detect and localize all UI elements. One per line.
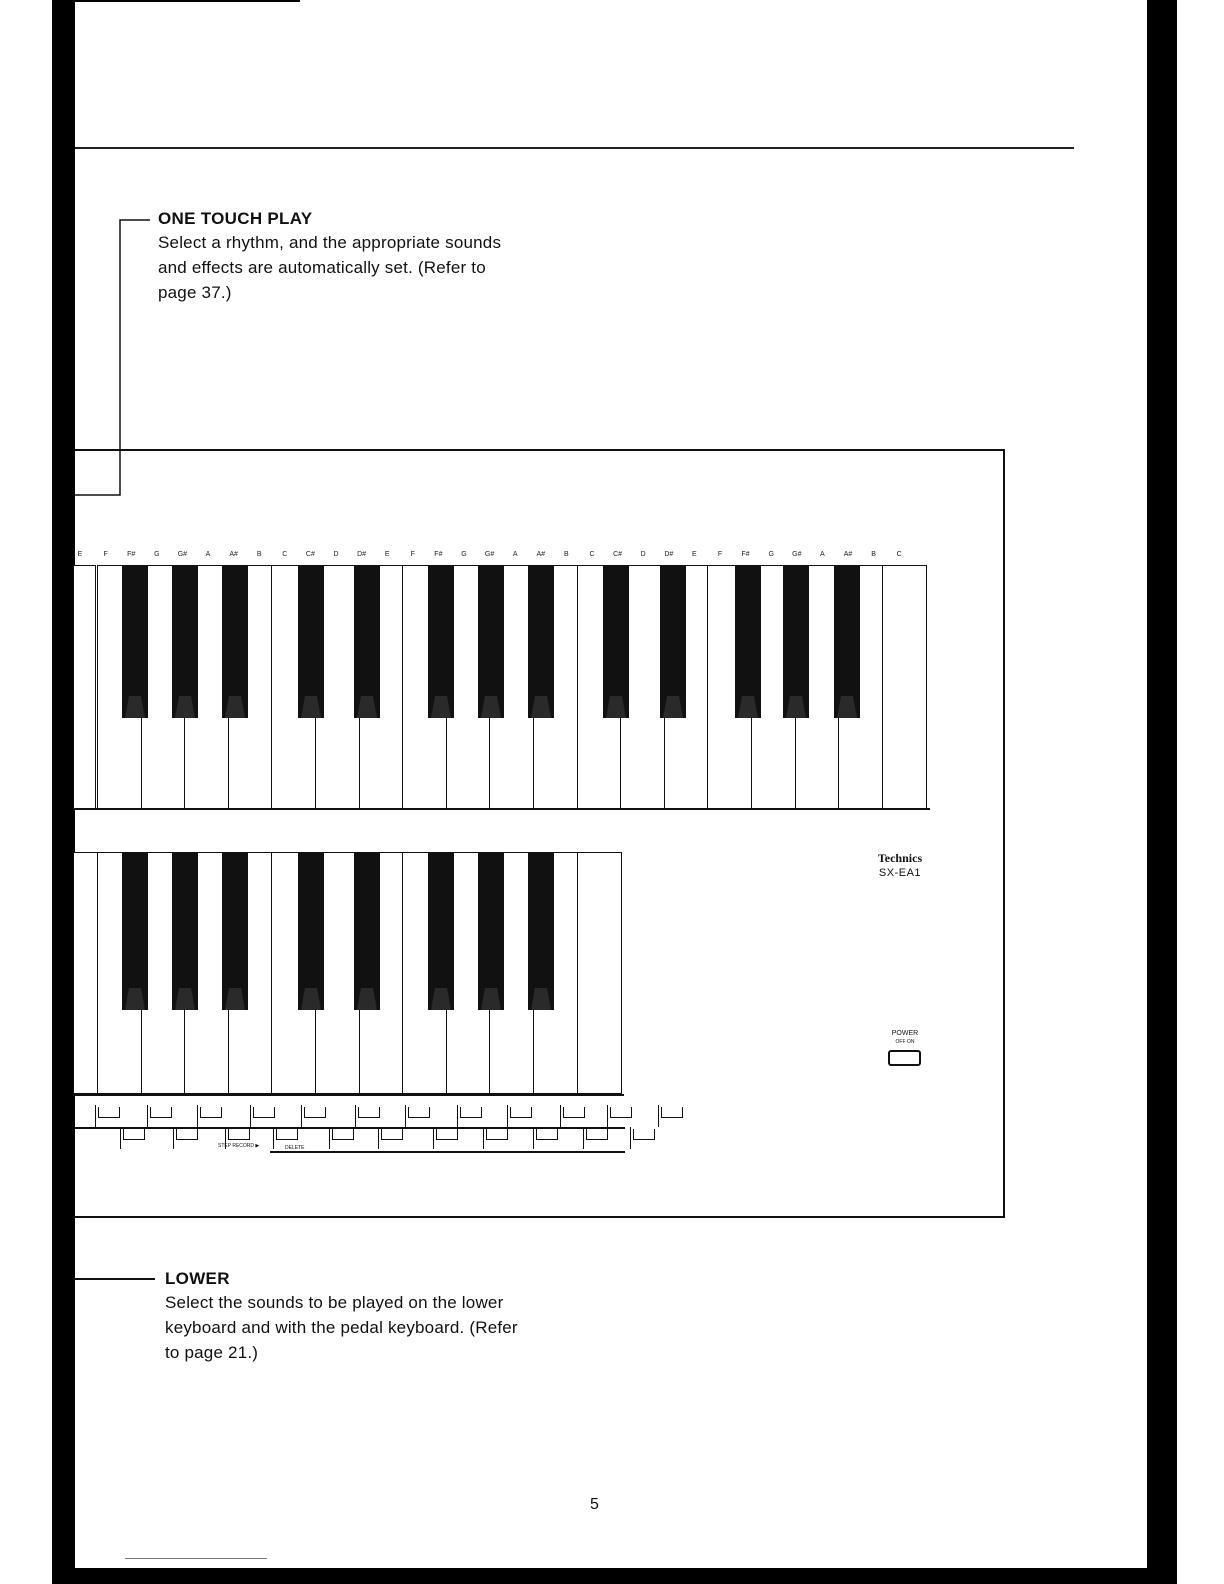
button-indicator-icon: [123, 1129, 145, 1140]
black-key[interactable]: [603, 565, 629, 718]
button-indicator-icon: [200, 1107, 222, 1118]
black-key[interactable]: [528, 565, 554, 718]
button-indicator-icon: [304, 1107, 326, 1118]
white-key[interactable]: [882, 565, 927, 809]
lower-keyboard: [75, 852, 624, 1094]
sound-select-button[interactable]: [355, 1105, 370, 1127]
lower-line-1: Select the sounds to be played on the lower: [165, 1293, 504, 1312]
black-key[interactable]: [122, 565, 148, 718]
sound-select-button[interactable]: [197, 1105, 212, 1127]
sound-select-button[interactable]: [95, 1105, 110, 1127]
lower-line-2: keyboard and with the pedal keyboard. (Refer: [165, 1318, 518, 1337]
note-label: B: [256, 551, 262, 558]
sound-select-button[interactable]: [405, 1105, 420, 1127]
note-label: D: [640, 551, 646, 558]
note-label: B: [564, 551, 569, 558]
note-label: F: [717, 551, 723, 558]
one-touch-play-callout: [158, 209, 501, 305]
step-record-label: STEP RECORD ▶: [218, 1143, 260, 1149]
note-label: F: [103, 551, 108, 558]
note-label: G#: [177, 551, 188, 558]
black-key[interactable]: [478, 852, 504, 1010]
sound-select-button[interactable]: [507, 1105, 522, 1127]
brand-name: Technics: [877, 851, 923, 865]
one-touch-play-title: ONE TOUCH PLAY: [158, 209, 313, 228]
button-indicator-icon: [633, 1129, 655, 1140]
sound-select-button[interactable]: [607, 1105, 622, 1127]
lower-line-3: to page 21.): [165, 1343, 259, 1362]
black-key[interactable]: [783, 565, 809, 718]
lower-keyboard-base: [75, 1094, 624, 1096]
sound-select-button[interactable]: [147, 1105, 162, 1127]
sound-select-button[interactable]: [433, 1127, 448, 1149]
button-indicator-icon: [381, 1129, 403, 1140]
button-indicator-icon: [436, 1129, 458, 1140]
button-indicator-icon: [536, 1129, 558, 1140]
right-border-bar: [1147, 0, 1177, 1584]
note-label: F#: [434, 551, 443, 558]
power-label: POWER: [891, 1030, 919, 1037]
sound-select-button[interactable]: [250, 1105, 265, 1127]
button-indicator-icon: [510, 1107, 532, 1118]
note-label: E: [692, 551, 697, 558]
sound-select-button[interactable]: [560, 1105, 575, 1127]
white-key[interactable]: [577, 852, 622, 1094]
sound-select-button[interactable]: [173, 1127, 188, 1149]
sound-select-button[interactable]: [658, 1105, 673, 1127]
sound-select-button[interactable]: [120, 1127, 135, 1149]
sound-select-button[interactable]: [533, 1127, 548, 1149]
note-label: F: [410, 551, 415, 558]
one-touch-play-line-3: page 37.): [158, 283, 232, 302]
white-key[interactable]: [73, 852, 98, 1094]
note-label: E: [384, 551, 390, 558]
page-number: 5: [590, 1496, 599, 1513]
one-touch-play-line-2: and effects are automatically set. (Refer to: [158, 258, 486, 277]
note-label: A#: [843, 551, 853, 558]
note-label: C: [589, 551, 595, 558]
note-label: A: [205, 551, 211, 558]
note-label: G#: [792, 551, 802, 558]
note-label: D: [333, 551, 339, 558]
black-key[interactable]: [834, 565, 860, 718]
black-key[interactable]: [298, 565, 324, 718]
power-button[interactable]: [888, 1050, 921, 1066]
note-label: D#: [664, 551, 674, 558]
sound-select-button[interactable]: [583, 1127, 598, 1149]
button-indicator-icon: [150, 1107, 172, 1118]
top-edge-line: [75, 0, 300, 2]
black-key[interactable]: [222, 565, 248, 718]
lower-leader-line: [75, 1278, 155, 1280]
lower-title: LOWER: [165, 1269, 230, 1288]
upper-keyboard-base: [75, 808, 930, 810]
lower-callout: [165, 1269, 518, 1365]
black-key[interactable]: [735, 565, 761, 718]
button-indicator-icon: [228, 1129, 250, 1140]
black-key[interactable]: [172, 852, 198, 1010]
button-indicator-icon: [253, 1107, 275, 1118]
model-name: SX-EA1: [878, 867, 922, 879]
note-label: B: [871, 551, 876, 558]
button-indicator-icon: [610, 1107, 632, 1118]
note-label: A#: [536, 551, 546, 558]
sound-select-button[interactable]: [301, 1105, 316, 1127]
note-label: C#: [305, 551, 315, 558]
sound-select-button[interactable]: [329, 1127, 344, 1149]
button-indicator-icon: [176, 1129, 198, 1140]
button-indicator-icon: [563, 1107, 585, 1118]
note-label: C: [282, 551, 288, 558]
black-key[interactable]: [428, 852, 454, 1010]
button-indicator-icon: [408, 1107, 430, 1118]
black-key[interactable]: [660, 565, 686, 718]
button-indicator-icon: [332, 1129, 354, 1140]
white-key[interactable]: [73, 565, 96, 809]
black-key[interactable]: [172, 565, 198, 718]
black-key[interactable]: [528, 852, 554, 1010]
sound-select-button[interactable]: [483, 1127, 498, 1149]
black-key[interactable]: [298, 852, 324, 1010]
button-indicator-icon: [276, 1129, 298, 1140]
note-label: G#: [484, 551, 495, 558]
note-label: F#: [741, 551, 750, 558]
black-key[interactable]: [478, 565, 504, 718]
note-label: C: [896, 551, 902, 558]
button-indicator-icon: [98, 1107, 120, 1118]
upper-keyboard: [75, 565, 928, 809]
note-label: G: [154, 551, 160, 558]
black-key[interactable]: [222, 852, 248, 1010]
black-key[interactable]: [354, 565, 380, 718]
note-label: C#: [613, 551, 623, 558]
note-label: E: [77, 551, 83, 558]
delete-label: DELETE: [285, 1145, 305, 1151]
button-indicator-icon: [486, 1129, 508, 1140]
note-label: A: [512, 551, 518, 558]
button-indicator-icon: [460, 1107, 482, 1118]
black-key[interactable]: [428, 565, 454, 718]
button-indicator-icon: [358, 1107, 380, 1118]
black-key[interactable]: [354, 852, 380, 1010]
power-states-label: OFF ON: [895, 1039, 915, 1045]
button-indicator-icon: [586, 1129, 608, 1140]
sound-select-button[interactable]: [630, 1127, 645, 1149]
note-label: F#: [127, 551, 136, 558]
sound-select-button[interactable]: [457, 1105, 472, 1127]
black-key[interactable]: [122, 852, 148, 1010]
one-touch-play-line-1: Select a rhythm, and the appropriate sounds: [158, 233, 502, 252]
lower-sound-button-strip: [75, 1105, 625, 1153]
sound-select-button[interactable]: [378, 1127, 393, 1149]
note-label: G: [768, 551, 774, 558]
header-rule: [75, 147, 1074, 149]
note-label: G: [461, 551, 467, 558]
note-label: D#: [357, 551, 367, 558]
note-label: A: [820, 551, 825, 558]
footer-line: [125, 1558, 267, 1559]
note-label: A#: [229, 551, 238, 558]
bottom-border-bar: [52, 1568, 1177, 1584]
button-indicator-icon: [661, 1107, 683, 1118]
